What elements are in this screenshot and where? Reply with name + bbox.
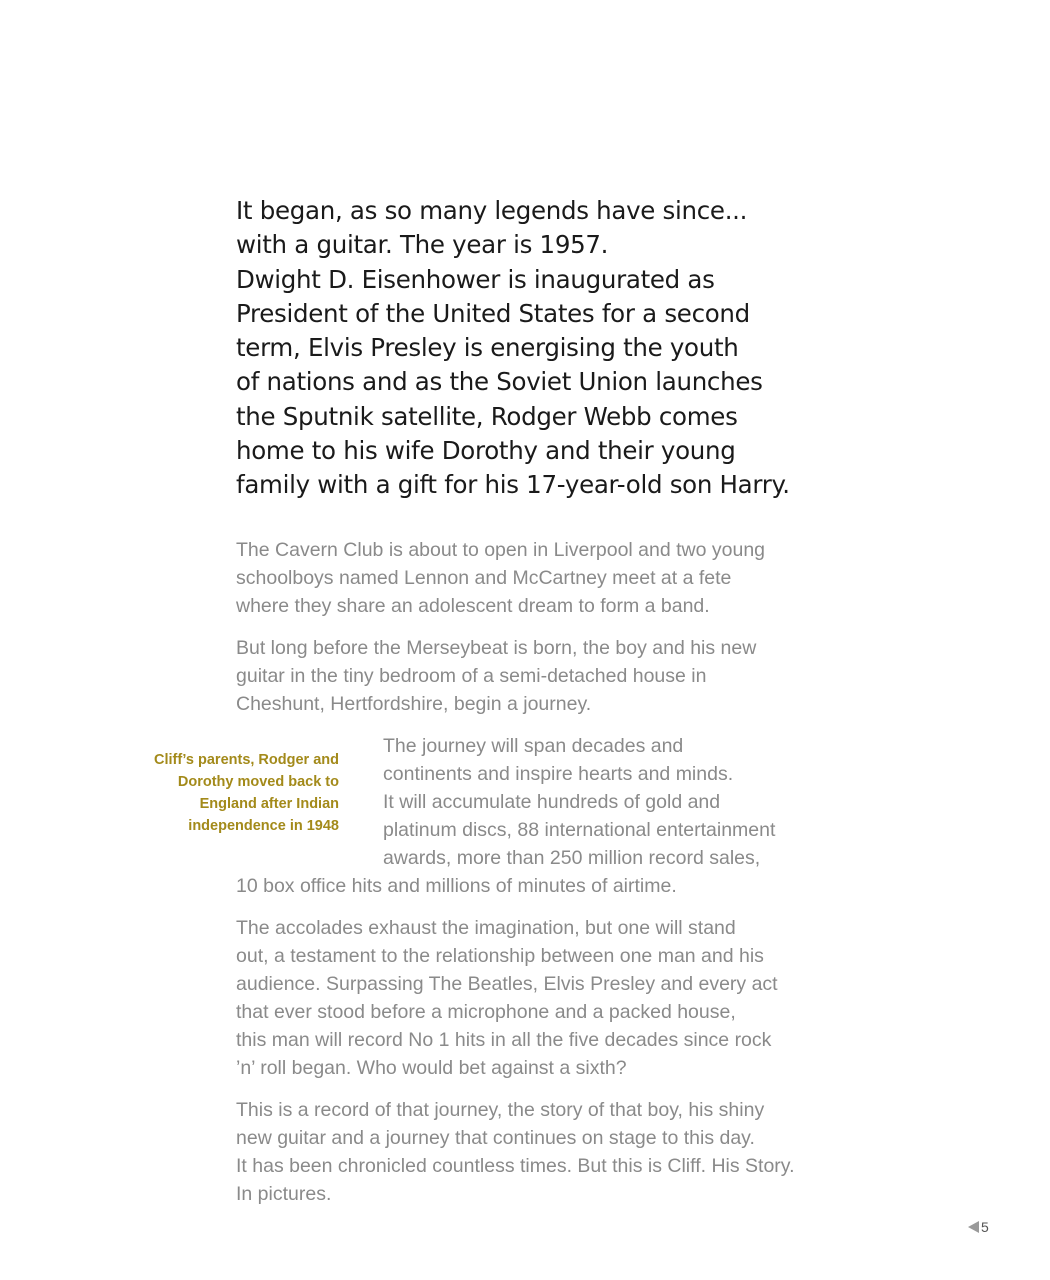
body-line: 10 box office hits and millions of minutes of airtime. (236, 875, 677, 897)
intro-line: of nations and as the Soviet Union launches (236, 367, 763, 397)
body-line: The accolades exhaust the imagination, but one will stand (236, 917, 736, 939)
body-paragraph-1 (236, 536, 846, 620)
intro-line: term, Elvis Presley is energising the youth (236, 333, 739, 363)
left-triangle-icon (968, 1221, 979, 1233)
body-paragraph-5 (236, 1096, 846, 1208)
body-line: Cheshunt, Hertfordshire, begin a journey. (236, 693, 592, 715)
page-number: 5 (981, 1219, 989, 1235)
intro-paragraph (236, 194, 836, 503)
body-line: It will accumulate hundreds of gold and (383, 791, 721, 813)
body-line: In pictures. (236, 1183, 332, 1205)
body-line: This is a record of that journey, the story of that boy, his shiny (236, 1099, 765, 1121)
body-line: that ever stood before a microphone and a packed house, (236, 1001, 736, 1023)
body-line: platinum discs, 88 international entertainment (383, 819, 776, 841)
body-line: this man will record No 1 hits in all the five decades since rock (236, 1029, 772, 1051)
body-line: audience. Surpassing The Beatles, Elvis Presley and every act (236, 973, 778, 995)
body-paragraph-2 (236, 634, 846, 718)
body-line: It has been chronicled countless times. But this is Cliff. His Story. (236, 1155, 795, 1177)
body-paragraph-4 (236, 914, 846, 1082)
body-line: new guitar and a journey that continues on stage to this day. (236, 1127, 755, 1149)
intro-line: President of the United States for a second (236, 298, 750, 328)
body-line: The Cavern Club is about to open in Liverpool and two young (236, 539, 766, 561)
body-line: out, a testament to the relationship between one man and his (236, 945, 764, 967)
intro-line: home to his wife Dorothy and their young (236, 436, 736, 466)
body-line: But long before the Merseybeat is born, the boy and his new (236, 637, 757, 659)
intro-line: Dwight D. Eisenhower is inaugurated as (236, 264, 715, 294)
intro-line: family with a gift for his 17-year-old son Harry. (236, 470, 790, 500)
body-line: schoolboys named Lennon and McCartney meet at a fete (236, 567, 732, 589)
caption-line: England after Indian (199, 796, 339, 812)
caption-line: Dorothy moved back to (177, 774, 339, 790)
body-paragraph-3 (236, 732, 846, 900)
body-line: The journey will span decades and (383, 735, 684, 757)
body-line: continents and inspire hearts and minds. (383, 763, 734, 785)
body-line: guitar in the tiny bedroom of a semi-detached house in (236, 665, 707, 687)
intro-line: the Sputnik satellite, Rodger Webb comes (236, 401, 738, 431)
caption-line: independence in 1948 (188, 818, 339, 834)
intro-line: with a guitar. The year is 1957. (236, 230, 609, 260)
intro-line: It began, as so many legends have since... (236, 196, 748, 225)
body-line: where they share an adolescent dream to form a band. (236, 595, 710, 617)
caption-line: Cliff’s parents, Rodger and (153, 752, 339, 768)
page-number-marker (968, 1219, 989, 1235)
body-line: ’n’ roll began. Who would bet against a sixth? (236, 1057, 627, 1079)
body-line: awards, more than 250 million record sales, (383, 847, 761, 869)
